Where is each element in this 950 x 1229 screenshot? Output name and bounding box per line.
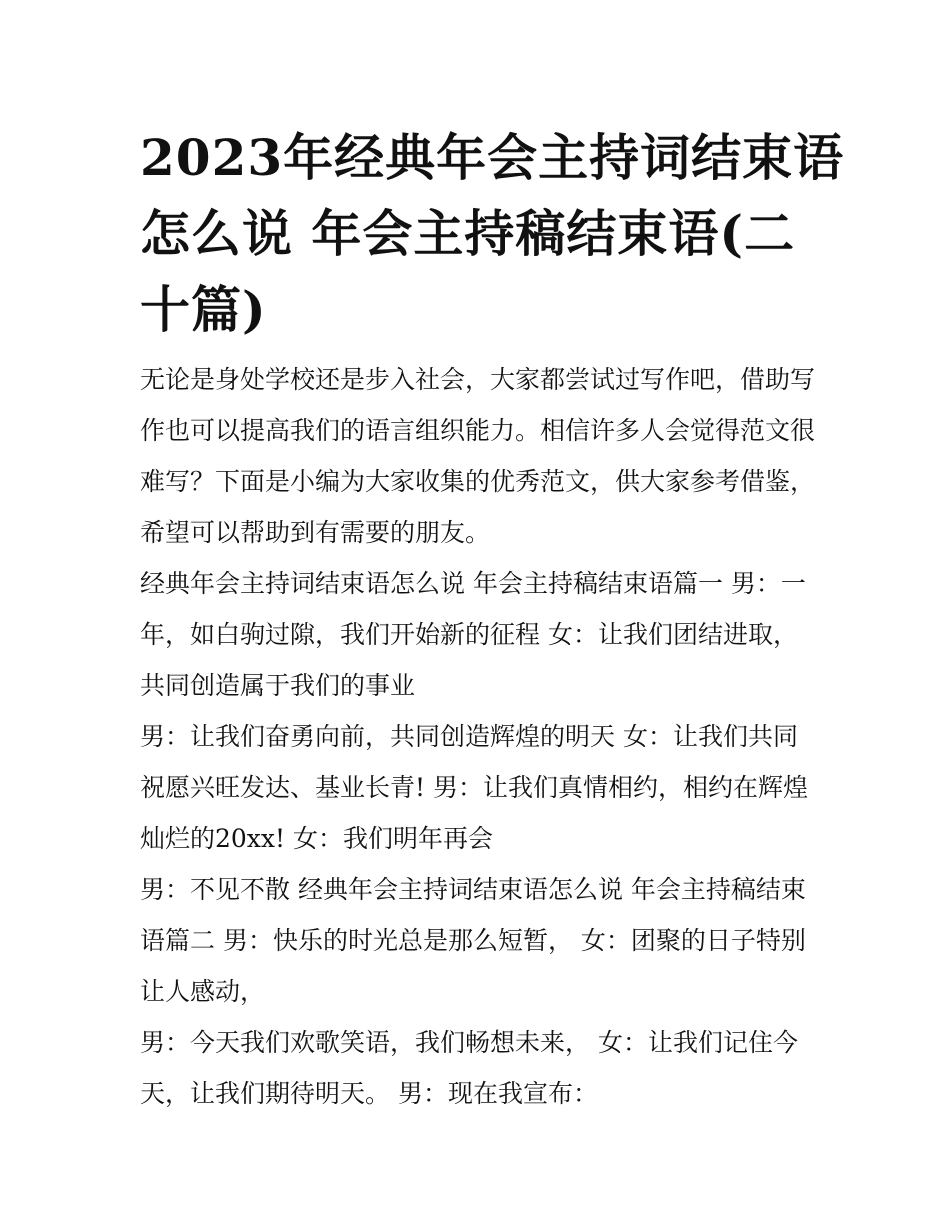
body-line: 难写？下面是小编为大家收集的优秀范文，供大家参考借鉴， — [140, 467, 816, 496]
body-line: 男：今天我们欢歌笑语，我们畅想未来， 女：让我们记住今 — [140, 1028, 798, 1057]
body-line: 灿烂的20xx! 女：我们明年再会 — [140, 824, 494, 853]
body-line: 共同创造属于我们的事业 — [140, 671, 416, 700]
body-line: 让人感动， — [140, 977, 266, 1006]
title-line: 2023年经典年会主持词结束语 — [140, 128, 845, 187]
document-title — [140, 120, 845, 348]
body-line: 语篇二 男：快乐的时光总是那么短暂， 女：团聚的日子特别 — [140, 926, 806, 955]
body-line: 男：让我们奋勇向前，共同创造辉煌的明天 女：让我们共同 — [140, 722, 798, 751]
title-line: 十篇) — [140, 280, 267, 339]
body-line: 男：不见不散 经典年会主持词结束语怎么说 年会主持稿结束 — [140, 875, 806, 904]
body-line: 无论是身处学校还是步入社会，大家都尝试过写作吧，借助写 — [140, 365, 816, 394]
body-line: 作也可以提高我们的语言组织能力。相信许多人会觉得范文很 — [140, 416, 816, 445]
title-line: 怎么说 年会主持稿结束语(二 — [140, 204, 796, 263]
body-line: 祝愿兴旺发达、基业长青! 男：让我们真情相约，相约在辉煌 — [140, 773, 808, 802]
body-line: 希望可以帮助到有需要的朋友。 — [140, 518, 491, 547]
body-line: 天，让我们期待明天。 男：现在我宣布： — [140, 1079, 598, 1108]
body-line: 年，如白驹过隙，我们开始新的征程 女：让我们团结进取， — [140, 620, 798, 649]
body-line: 经典年会主持词结束语怎么说 年会主持稿结束语篇一 男：一 — [140, 569, 806, 598]
document-body — [140, 354, 820, 1119]
